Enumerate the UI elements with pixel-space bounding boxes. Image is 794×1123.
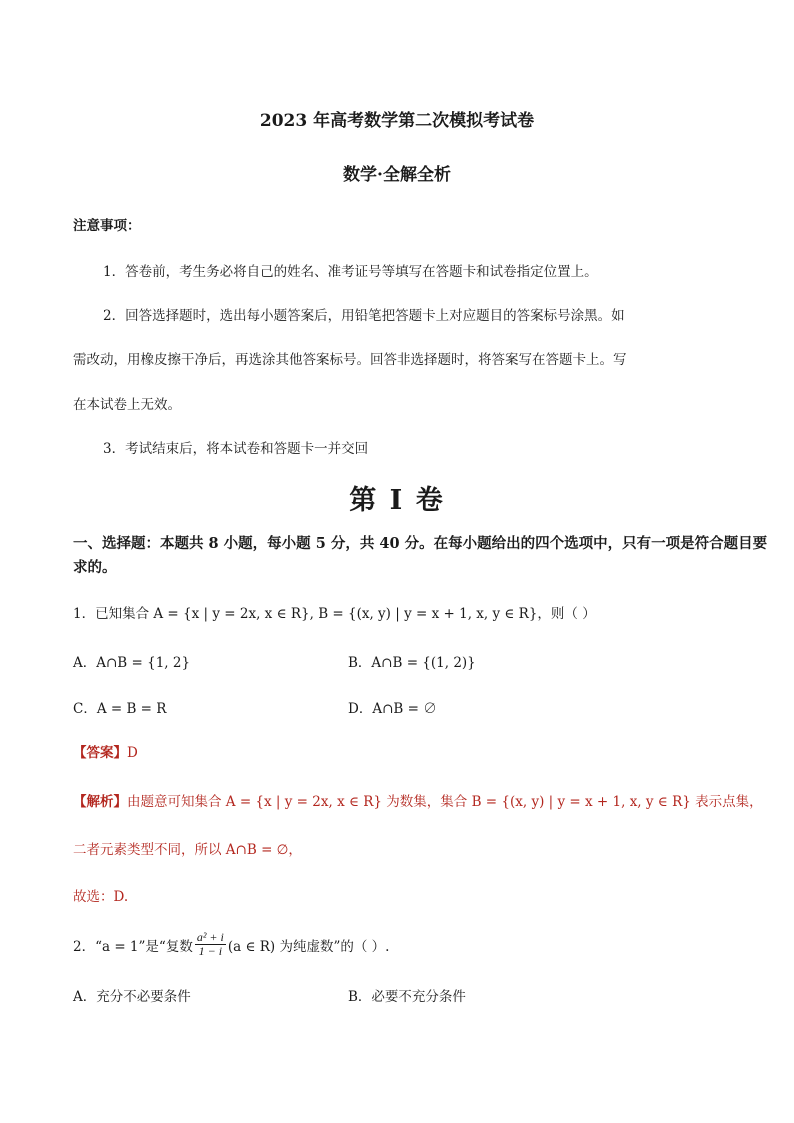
notice-item-2-line-3: 在本试卷上无效。 bbox=[73, 397, 181, 413]
notice-item-1: 1．答卷前，考生务必将自己的姓名、准考证号等填写在答题卡和试卷指定位置上。 bbox=[103, 264, 598, 280]
part-heading-line-2: 求的。 bbox=[73, 559, 117, 576]
fraction-denominator: 1 − i bbox=[198, 944, 223, 958]
answer-label: 【答案】 bbox=[73, 745, 127, 761]
question-2-option-a: A．充分不必要条件 bbox=[73, 989, 191, 1005]
question-2-stem-suffix: (a ∈ R) 为纯虚数”的（ ）. bbox=[227, 938, 390, 955]
question-1-stem: 1．已知集合 A = {x | y = 2x, x ∈ R}, B = {(x, y) | y = x + 1, x, y ∈ R}，则（ ） bbox=[73, 606, 596, 622]
question-1-option-b: B．A∩B = {(1, 2)} bbox=[348, 655, 476, 671]
notice-item-3: 3．考试结束后，将本试卷和答题卡一并交回 bbox=[103, 441, 369, 457]
question-1-option-c: C．A = B = R bbox=[73, 701, 167, 717]
question-2-stem bbox=[73, 931, 389, 958]
analysis-text: 由题意可知集合 A = {x | y = 2x, x ∈ R} 为数集，集合 B = {(x, y) | y = x + 1, x, y ∈ R} 表示点集， bbox=[127, 794, 763, 810]
document-subtitle: 数学·全解全析 bbox=[343, 165, 451, 185]
question-1-analysis-line-1 bbox=[73, 790, 763, 810]
question-2-option-b: B．必要不充分条件 bbox=[348, 989, 466, 1005]
question-1-option-d: D．A∩B = ∅ bbox=[348, 701, 437, 717]
notice-heading: 注意事项： bbox=[73, 218, 141, 234]
section-title: 第 I 卷 bbox=[349, 485, 445, 516]
analysis-label: 【解析】 bbox=[73, 794, 127, 810]
complex-fraction bbox=[195, 931, 226, 958]
answer-value: D bbox=[127, 745, 138, 761]
notice-item-2-line-1: 2．回答选择题时，选出每小题答案后，用铅笔把答题卡上对应题目的答案标号涂黑。如 bbox=[103, 308, 625, 324]
question-1-analysis-line-2: 二者元素类型不同，所以 A∩B = ∅， bbox=[73, 842, 302, 858]
document-title: 2023 年高考数学第二次模拟考试卷 bbox=[259, 111, 535, 131]
notice-item-2-line-2: 需改动，用橡皮擦干净后，再选涂其他答案标号。回答非选择题时，将答案写在答题卡上。写 bbox=[73, 352, 627, 368]
question-1-answer bbox=[73, 741, 138, 761]
question-1-option-a: A．A∩B = {1, 2} bbox=[73, 655, 191, 671]
fraction-numerator: a² + i bbox=[196, 930, 224, 944]
question-1-analysis-line-3: 故选：D. bbox=[73, 889, 129, 905]
question-2-stem-prefix: 2．“a = 1”是“复数 bbox=[73, 938, 193, 955]
part-heading-line-1: 一、选择题：本题共 8 小题，每小题 5 分，共 40 分。在每小题给出的四个选项中，只有一项是符合题目要 bbox=[73, 535, 768, 552]
